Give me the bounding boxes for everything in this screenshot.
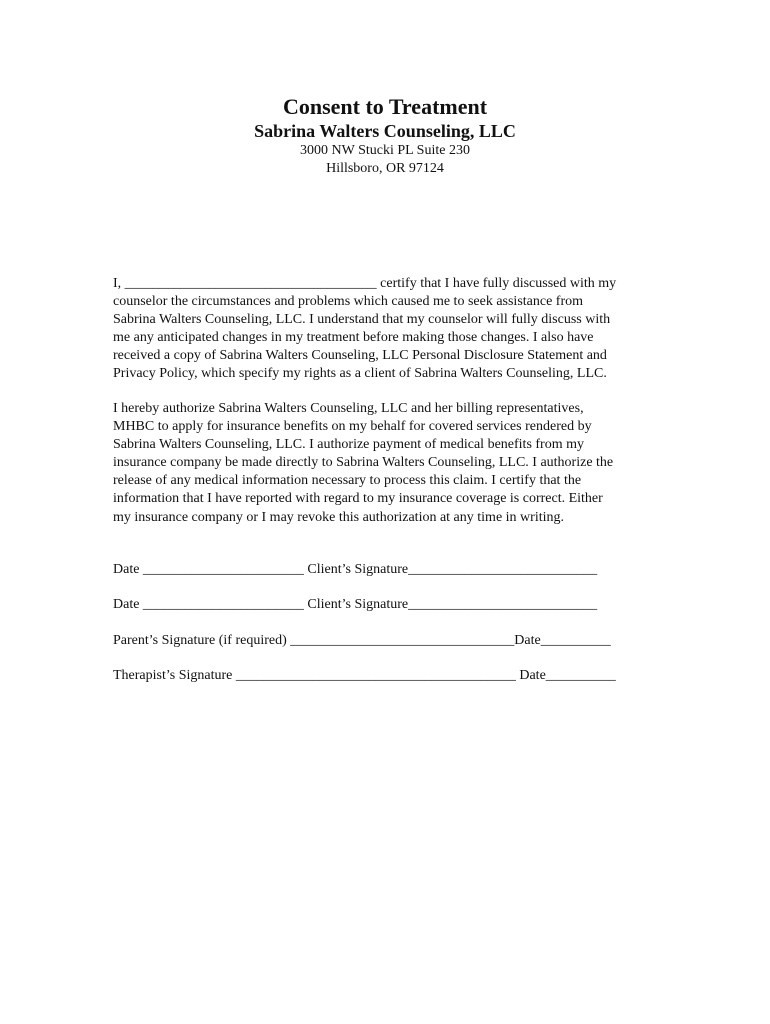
consent-line: received a copy of Sabrina Walters Counseling, LLC Personal Disclosure Statement and xyxy=(113,348,607,364)
consent-line: Privacy Policy, which specify my rights as a client of Sabrina Walters Counseling, LLC. xyxy=(113,366,607,382)
client-signature-line-1: Date _______________________ Client’s Signature___________________________ xyxy=(113,562,598,577)
consent-line: Sabrina Walters Counseling, LLC. I understand that my counselor will fully discuss with xyxy=(113,312,611,328)
authorization-line: insurance company be made directly to Sabrina Walters Counseling, LLC. I authorize the xyxy=(113,455,614,471)
consent-paragraph xyxy=(113,275,661,384)
company-name: Sabrina Walters Counseling, LLC xyxy=(254,121,516,141)
address-line-1: 3000 NW Stucki PL Suite 230 xyxy=(300,143,470,158)
consent-line: I, ____________________________________ certify that I have fully discussed with my xyxy=(113,276,617,291)
client-signature-line-2: Date _______________________ Client’s Signature___________________________ xyxy=(113,597,598,612)
document-title: Consent to Treatment xyxy=(282,94,488,119)
authorization-paragraph xyxy=(113,400,661,527)
consent-line: counselor the circumstances and problems which caused me to seek assistance from xyxy=(113,294,584,310)
authorization-line: I hereby authorize Sabrina Walters Counseling, LLC and her billing representatives, xyxy=(113,401,584,416)
authorization-line: release of any medical information necessary to process this claim. I certify that the xyxy=(113,473,582,489)
parent-signature-line: Parent’s Signature (if required) ________________________________Date__________ xyxy=(113,633,611,648)
authorization-line: information that I have reported with regard to my insurance coverage is correct. Either xyxy=(113,491,603,507)
therapist-signature-line: Therapist’s Signature ________________________________________ Date__________ xyxy=(113,668,616,683)
address-line-2: Hillsboro, OR 97124 xyxy=(326,161,444,176)
authorization-line: my insurance company or I may revoke this authorization at any time in writing. xyxy=(113,509,564,525)
authorization-line: MHBC to apply for insurance benefits on my behalf for covered services rendered by xyxy=(113,419,592,435)
authorization-line: Sabrina Walters Counseling, LLC. I authorize payment of medical benefits from my xyxy=(113,437,584,453)
consent-line: me any anticipated changes in my treatment before making those changes. I also have xyxy=(113,330,594,346)
